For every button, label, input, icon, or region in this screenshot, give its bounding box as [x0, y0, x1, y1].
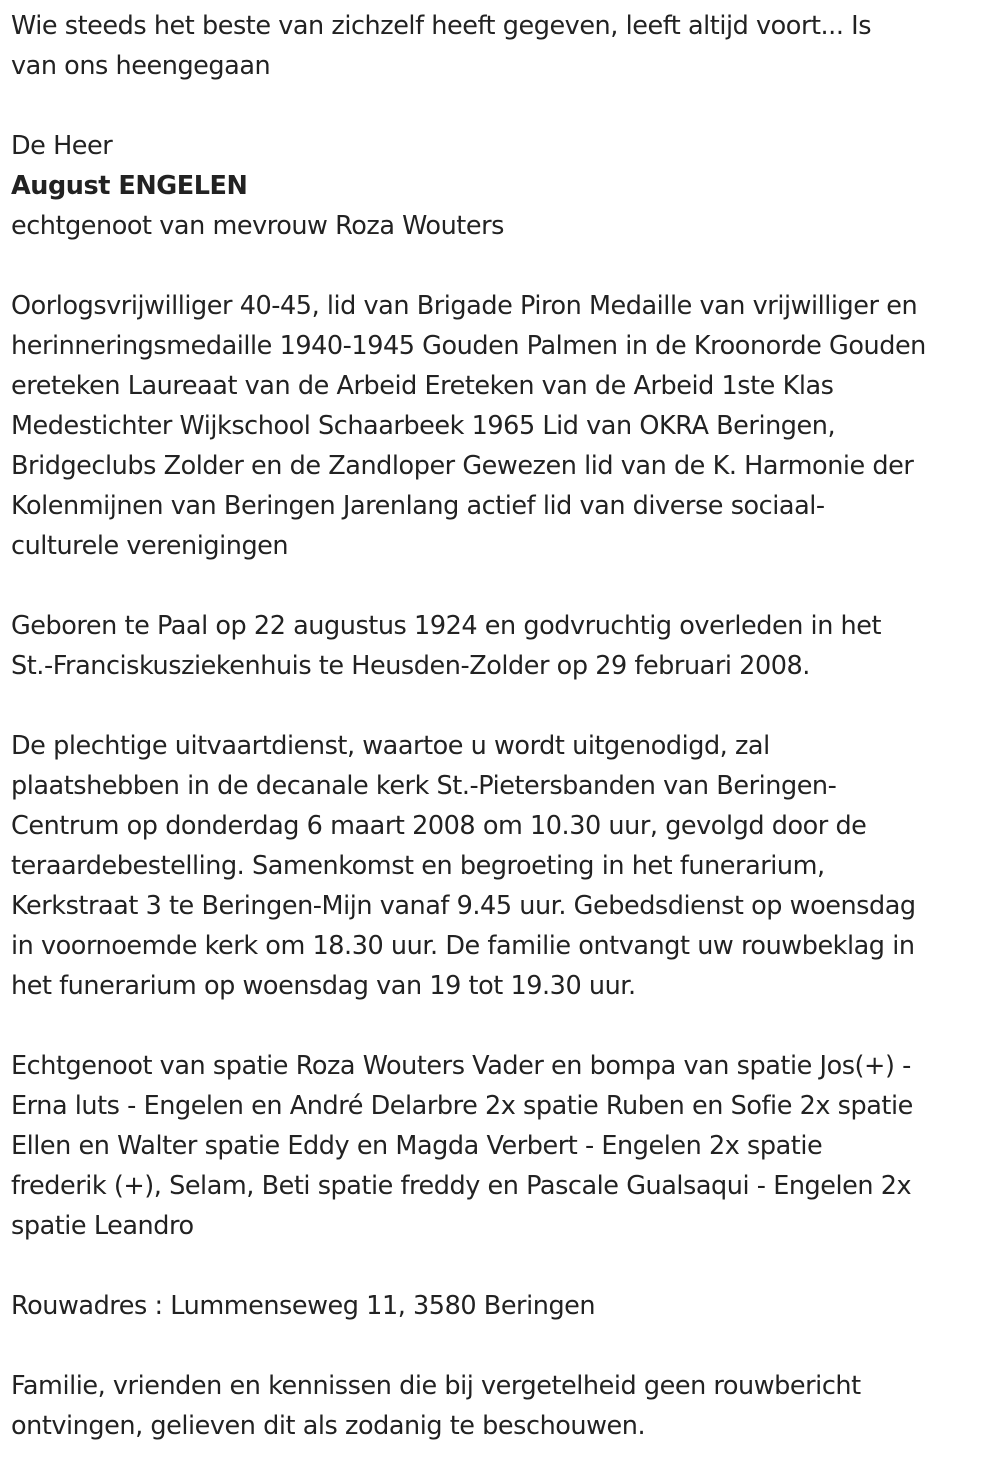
birth-death-line: Geboren te Paal op 22 augustus 1924 en godvruchtig overleden in het	[11, 611, 882, 641]
funeral-line: Centrum op donderdag 6 maart 2008 om 10.30 uur, gevolgd door de	[11, 811, 867, 841]
intro-line: Wie steeds het beste van zichzelf heeft gegeven, leeft altijd voort... Is	[11, 11, 872, 41]
funeral-line: teraardebestelling. Samenkomst en begroeting in het funerarium,	[11, 851, 825, 881]
funeral-line: in voornoemde kerk om 18.30 uur. De familie ontvangt uw rouwbeklag in	[11, 931, 915, 961]
merits-line: Oorlogsvrijwilliger 40-45, lid van Brigade Piron Medaille van vrijwilliger en	[11, 291, 918, 321]
funeral-line: plaatshebben in de decanale kerk St.-Pietersbanden van Beringen-	[11, 771, 837, 801]
birth-death-paragraph	[11, 606, 1000, 686]
closing-line: ontvingen, gelieven dit als zodanig te beschouwen.	[11, 1411, 646, 1441]
funeral-line: Kerkstraat 3 te Beringen-Mijn vanaf 9.45 uur. Gebedsdienst op woensdag	[11, 891, 916, 921]
merits-line: Medestichter Wijkschool Schaarbeek 1965 Lid van OKRA Beringen,	[11, 411, 836, 441]
family-line: Erna luts - Engelen en André Delarbre 2x spatie Ruben en Sofie 2x spatie	[11, 1091, 913, 1121]
family-line: spatie Leandro	[11, 1211, 194, 1241]
intro-paragraph	[11, 6, 1000, 86]
closing-paragraph	[11, 1366, 1000, 1446]
funeral-line: De plechtige uitvaartdienst, waartoe u wordt uitgenodigd, zal	[11, 731, 770, 761]
funeral-paragraph	[11, 726, 1000, 1006]
merits-line: ereteken Laureaat van de Arbeid Ereteken van de Arbeid 1ste Klas	[11, 371, 834, 401]
mourning-address: Rouwadres : Lummenseweg 11, 3580 Beringen	[11, 1291, 596, 1321]
closing-line: Familie, vrienden en kennissen die bij vergetelheid geen rouwbericht	[11, 1371, 861, 1401]
merits-line: Kolenmijnen van Beringen Jarenlang actief lid van diverse sociaal-	[11, 491, 825, 521]
merits-paragraph	[11, 286, 1000, 566]
family-paragraph	[11, 1046, 1000, 1246]
funeral-line: het funerarium op woensdag van 19 tot 19.30 uur.	[11, 971, 636, 1001]
salutation: De Heer	[11, 131, 113, 161]
family-line: Echtgenoot van spatie Roza Wouters Vader en bompa van spatie Jos(+) -	[11, 1051, 911, 1081]
family-line: frederik (+), Selam, Beti spatie freddy en Pascale Gualsaqui - Engelen 2x	[11, 1171, 912, 1201]
deceased-name: August ENGELEN	[11, 171, 248, 201]
intro-line: van ons heengegaan	[11, 51, 271, 81]
family-line: Ellen en Walter spatie Eddy en Magda Verbert - Engelen 2x spatie	[11, 1131, 823, 1161]
merits-line: herinneringsmedaille 1940-1945 Gouden Palmen in de Kroonorde Gouden	[11, 331, 926, 361]
birth-death-line: St.-Franciskusziekenhuis te Heusden-Zolder op 29 februari 2008.	[11, 651, 810, 681]
merits-line: culturele verenigingen	[11, 531, 289, 561]
merits-line: Bridgeclubs Zolder en de Zandloper Gewezen lid van de K. Harmonie der	[11, 451, 914, 481]
spouse-line: echtgenoot van mevrouw Roza Wouters	[11, 211, 504, 241]
